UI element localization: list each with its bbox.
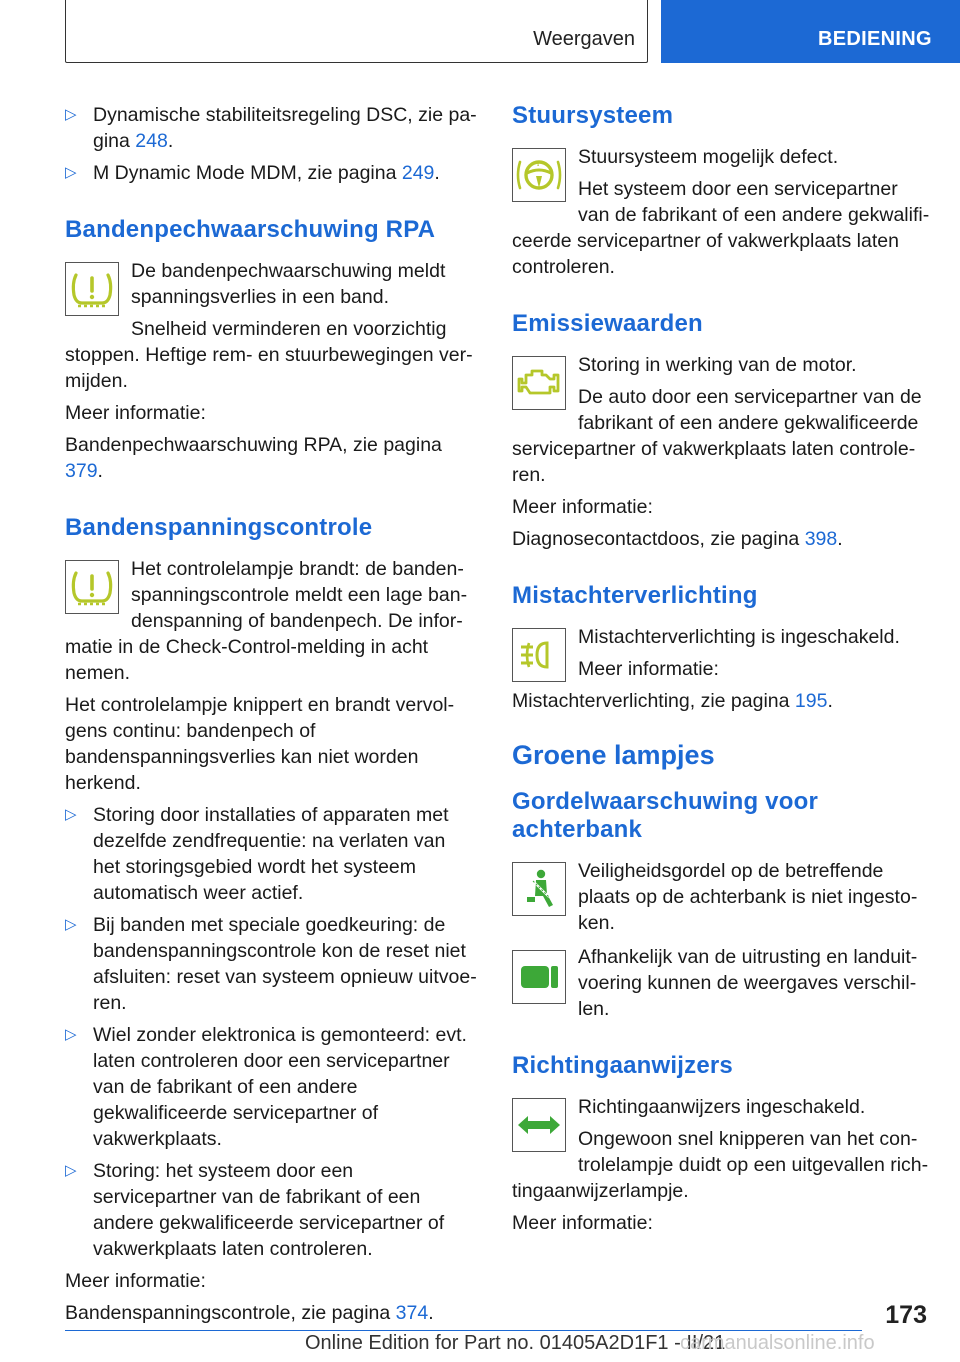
bullet-triangle-icon: ▷ xyxy=(65,1026,77,1043)
paragraph: De bandenpechwaarschuwing meldt spanningsverlies in een band. xyxy=(131,260,446,308)
rear-seat-status-icon xyxy=(512,950,566,1004)
more-info-label: Meer informatie: xyxy=(512,1212,653,1234)
page-link[interactable]: 195 xyxy=(794,690,828,712)
paragraph: Snelheid verminderen en voorzichtig stoppen. Heftige rem- en stuurbewegingen vermijden. xyxy=(65,318,473,392)
right-column xyxy=(512,102,932,1242)
tire-warning-icon xyxy=(65,262,119,316)
paragraph: Het controlelampje brandt: de bandenspanningscontrole meldt een lage bandenspanning of bandenpech. De informatie in de Check-Control-melding in acht nemen. xyxy=(65,558,468,684)
list-item: ▷ Storing door installaties of apparaten met dezelfde zendfrequentie: na verlaten van het storingsgebied wordt het systeem automatisch weer actief. xyxy=(65,804,449,904)
list-item: ▷ M Dynamic Mode MDM, zie pagina 249. xyxy=(65,162,440,184)
paragraph: Het controlelampje knippert en brandt vervolgens continu: bandenpech of bandenspanningsverlies kan niet worden herkend. xyxy=(65,694,455,794)
paragraph: Mistachterverlichting is ingeschakeld. xyxy=(578,626,900,648)
paragraph: Het systeem door een servicepartner van de fabrikant of een andere gekwalificeerde servicepartner of vakwerkplaats laten controleren. xyxy=(512,178,930,278)
more-info-label: Meer informatie: xyxy=(65,402,206,424)
reference-line: Bandenspanningscontrole, zie pagina 374. xyxy=(65,1302,434,1324)
rear-fog-light-icon xyxy=(512,628,566,682)
paragraph: De auto door een servicepartner van de fabrikant of een andere gekwalificeerde servicepartner of vakwerkplaats laten controleren. xyxy=(512,386,922,486)
turn-signal-icon xyxy=(512,1098,566,1152)
page-number: 173 xyxy=(885,1301,927,1329)
paragraph: Ongewoon snel knipperen van het controlelampje duidt op een uitgevallen richtingaanwijzerlampje. xyxy=(512,1128,929,1202)
paragraph: Storing in werking van de motor. xyxy=(578,354,857,376)
page-link[interactable]: 248 xyxy=(135,130,168,152)
page-link[interactable]: 398 xyxy=(804,528,838,550)
more-info-label: Meer informatie: xyxy=(512,496,653,518)
heading-belt: Gordelwaarschuwing voor achterbank xyxy=(512,788,818,843)
footer-divider xyxy=(65,1330,862,1331)
bullet-triangle-icon: ▷ xyxy=(65,164,77,181)
engine-check-icon xyxy=(512,356,566,410)
reference-line: Diagnosecontactdoos, zie pagina 398. xyxy=(512,528,843,550)
svg-text:!: ! xyxy=(536,160,540,168)
list-item: ▷ Bij banden met speciale goedkeuring: de bandenspanningscontrole kon de reset niet afsluiten: reset van systeem opnieuw uitvoeren. xyxy=(65,914,477,1014)
page-link[interactable]: 374 xyxy=(395,1302,429,1324)
paragraph: Veiligheidsgordel op de betreffende plaats op de achterbank is niet ingestoken. xyxy=(578,860,918,934)
chapter-tab-label: BEDIENING xyxy=(818,28,932,50)
left-column xyxy=(65,102,477,1332)
page-link[interactable]: 379 xyxy=(65,460,98,482)
heading-rpa: Bandenpechwaarschuwing RPA xyxy=(65,216,436,243)
paragraph: Afhankelijk van de uitrusting en landuitvoering kunnen de weergaves verschillen. xyxy=(578,946,918,1020)
watermark: carmanualsonline.info xyxy=(680,1332,875,1354)
heading-rdc: Bandenspanningscontrole xyxy=(65,514,373,541)
bullet-triangle-icon: ▷ xyxy=(65,1162,77,1179)
paragraph: Richtingaanwijzers ingeschakeld. xyxy=(578,1096,866,1118)
reference-line: Bandenpechwaarschuwing RPA, zie pagina 379. xyxy=(65,434,442,482)
heading-turn-signals: Richtingaanwijzers xyxy=(512,1052,733,1079)
seatbelt-icon xyxy=(512,862,566,916)
more-info-label: Meer informatie: xyxy=(578,658,719,680)
tire-pressure-icon xyxy=(65,560,119,614)
section-title: Weergaven xyxy=(533,28,635,50)
chapter-tab[interactable] xyxy=(661,0,960,63)
page-link[interactable]: 249 xyxy=(401,162,435,184)
paragraph: Stuursysteem mogelijk defect. xyxy=(578,146,839,168)
list-item: ▷ Wiel zonder elektronica is gemonteerd: evt. laten controleren door een servicepartner van de fabrikant of een andere gekwalificeerde servicepartner of vakwerkplaats. xyxy=(65,1024,467,1150)
list-item: ▷ Dynamische stabiliteitsregeling DSC, zie pagina 248. xyxy=(65,104,477,152)
reference-line: Mistachterverlichting, zie pagina 195. xyxy=(512,690,833,712)
heading-green-lamps: Groene lampjes xyxy=(512,740,715,770)
steering-warning-icon xyxy=(512,148,566,202)
bullet-triangle-icon: ▷ xyxy=(65,916,77,933)
heading-steering: Stuursysteem xyxy=(512,102,674,129)
header-section-box xyxy=(65,0,648,63)
bullet-triangle-icon: ▷ xyxy=(65,106,77,123)
heading-foglight: Mistachterverlichting xyxy=(512,582,758,609)
list-item: ▷ Storing: het systeem door een servicepartner van de fabrikant of een andere gekwalificeerde servicepartner of vakwerkplaats laten controleren. xyxy=(65,1160,445,1260)
more-info-label: Meer informatie: xyxy=(65,1270,206,1292)
heading-emission: Emissiewaarden xyxy=(512,310,703,337)
edition-line: Online Edition for Part no. 01405A2D1F1 - II/21 xyxy=(305,1332,726,1354)
bullet-triangle-icon: ▷ xyxy=(65,806,77,823)
